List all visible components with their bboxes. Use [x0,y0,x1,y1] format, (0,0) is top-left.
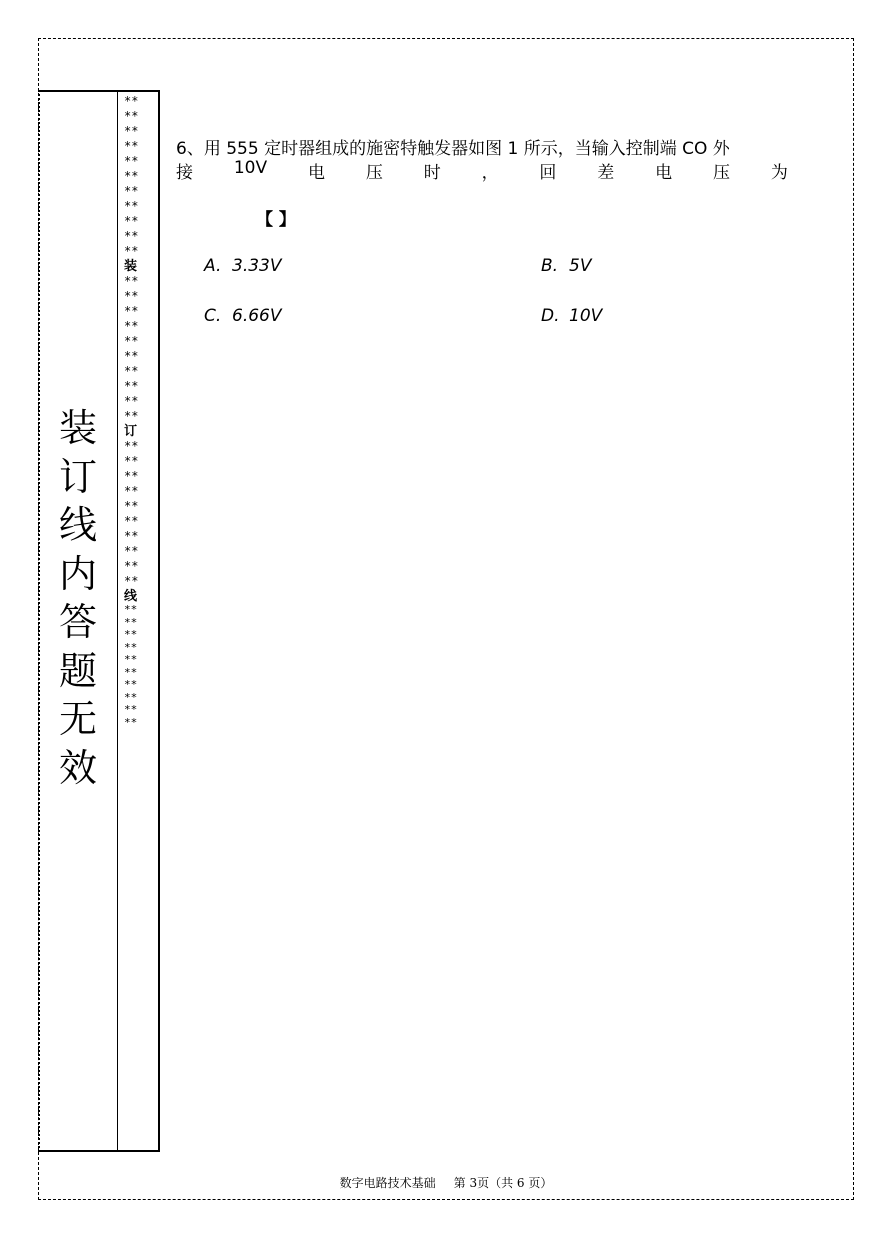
option-d [541,306,602,326]
option-b [541,256,591,276]
question-word: 差 [597,163,615,183]
question-text-line1: 6、用 555 定时器组成的施密特触发器如图 1 所示，当输入控制端 CO 外 [176,139,730,159]
binding-star: ** [124,379,139,393]
binding-star: ** [124,499,139,513]
question-word: 10V [233,158,268,178]
question-word: 电 [655,163,673,183]
binding-star: ** [124,109,139,123]
binding-char: 装 [58,406,97,450]
option-value: 3.33V [232,256,282,276]
answer-bracket: 【 】 [256,210,296,230]
binding-char: 订 [58,454,97,499]
binding-char: 内 [58,551,97,596]
binding-star: ** [124,409,139,423]
binding-star: ** [124,154,139,168]
binding-star: ** [124,319,139,333]
binding-char: 答 [58,600,97,644]
binding-star: ** [124,334,139,348]
binding-star: ** [124,690,138,704]
binding-star: ** [124,603,138,616]
binding-divider [117,90,118,1152]
question-word: ， [481,163,499,183]
question-word: 电 [307,163,325,183]
question-text-line2 [176,158,788,182]
binding-star: ** [124,574,139,588]
binding-star: ** [124,214,139,228]
question-word: 回 [539,163,557,183]
binding-star: ** [124,628,138,641]
binding-star: ** [124,665,138,679]
binding-star: ** [124,229,139,243]
binding-warning-text [40,404,116,792]
binding-star: ** [124,615,138,629]
binding-char: 无 [58,697,97,741]
binding-star: ** [124,124,139,138]
option-value: 10V [569,306,603,326]
question-word: 压 [713,163,730,183]
binding-star: ** [124,484,139,498]
binding-star: ** [124,703,138,716]
binding-star: ** [124,544,139,558]
binding-star: ** [124,169,139,183]
binding-star: ** [124,678,138,691]
question-word: 压 [365,163,383,183]
option-value: 5V [569,256,592,276]
binding-star: ** [124,514,139,528]
page-border [38,38,854,1200]
binding-star: ** [124,394,139,408]
binding-char: 题 [58,648,97,693]
binding-star: ** [124,529,139,543]
binding-mark: 订 [124,424,138,439]
binding-star: ** [124,184,139,198]
binding-mark: 装 [124,259,138,274]
question-word: 时 [423,163,441,183]
option-a [204,256,281,276]
question-word: 为 [770,163,788,183]
binding-star: ** [124,653,138,666]
binding-star: ** [124,349,139,363]
binding-star: ** [124,715,138,729]
binding-star: ** [124,640,138,654]
binding-mark: 线 [124,589,138,604]
binding-star: ** [124,304,139,318]
question-word: 接 [176,163,193,183]
binding-star-column [124,94,154,729]
option-label: B. [541,256,559,276]
binding-star: ** [124,244,139,258]
footer-course: 数字电路技术基础 [339,1176,436,1190]
binding-star: ** [124,274,139,288]
binding-char: 效 [58,745,97,790]
binding-star: ** [124,139,139,153]
option-c [204,306,281,326]
binding-star: ** [124,94,139,108]
page-footer [0,1174,892,1191]
option-label: A. [204,256,222,276]
binding-char: 线 [58,503,97,547]
binding-star: ** [124,364,139,378]
option-value: 6.66V [232,306,282,326]
binding-star: ** [124,559,139,573]
option-label: D. [541,306,560,326]
binding-star: ** [124,454,139,468]
footer-page-number: 第 3页（共 6 页） [453,1176,553,1190]
binding-star: ** [124,439,139,453]
option-label: C. [204,306,222,326]
binding-star: ** [124,289,139,303]
binding-star: ** [124,469,139,483]
binding-star: ** [124,199,139,213]
